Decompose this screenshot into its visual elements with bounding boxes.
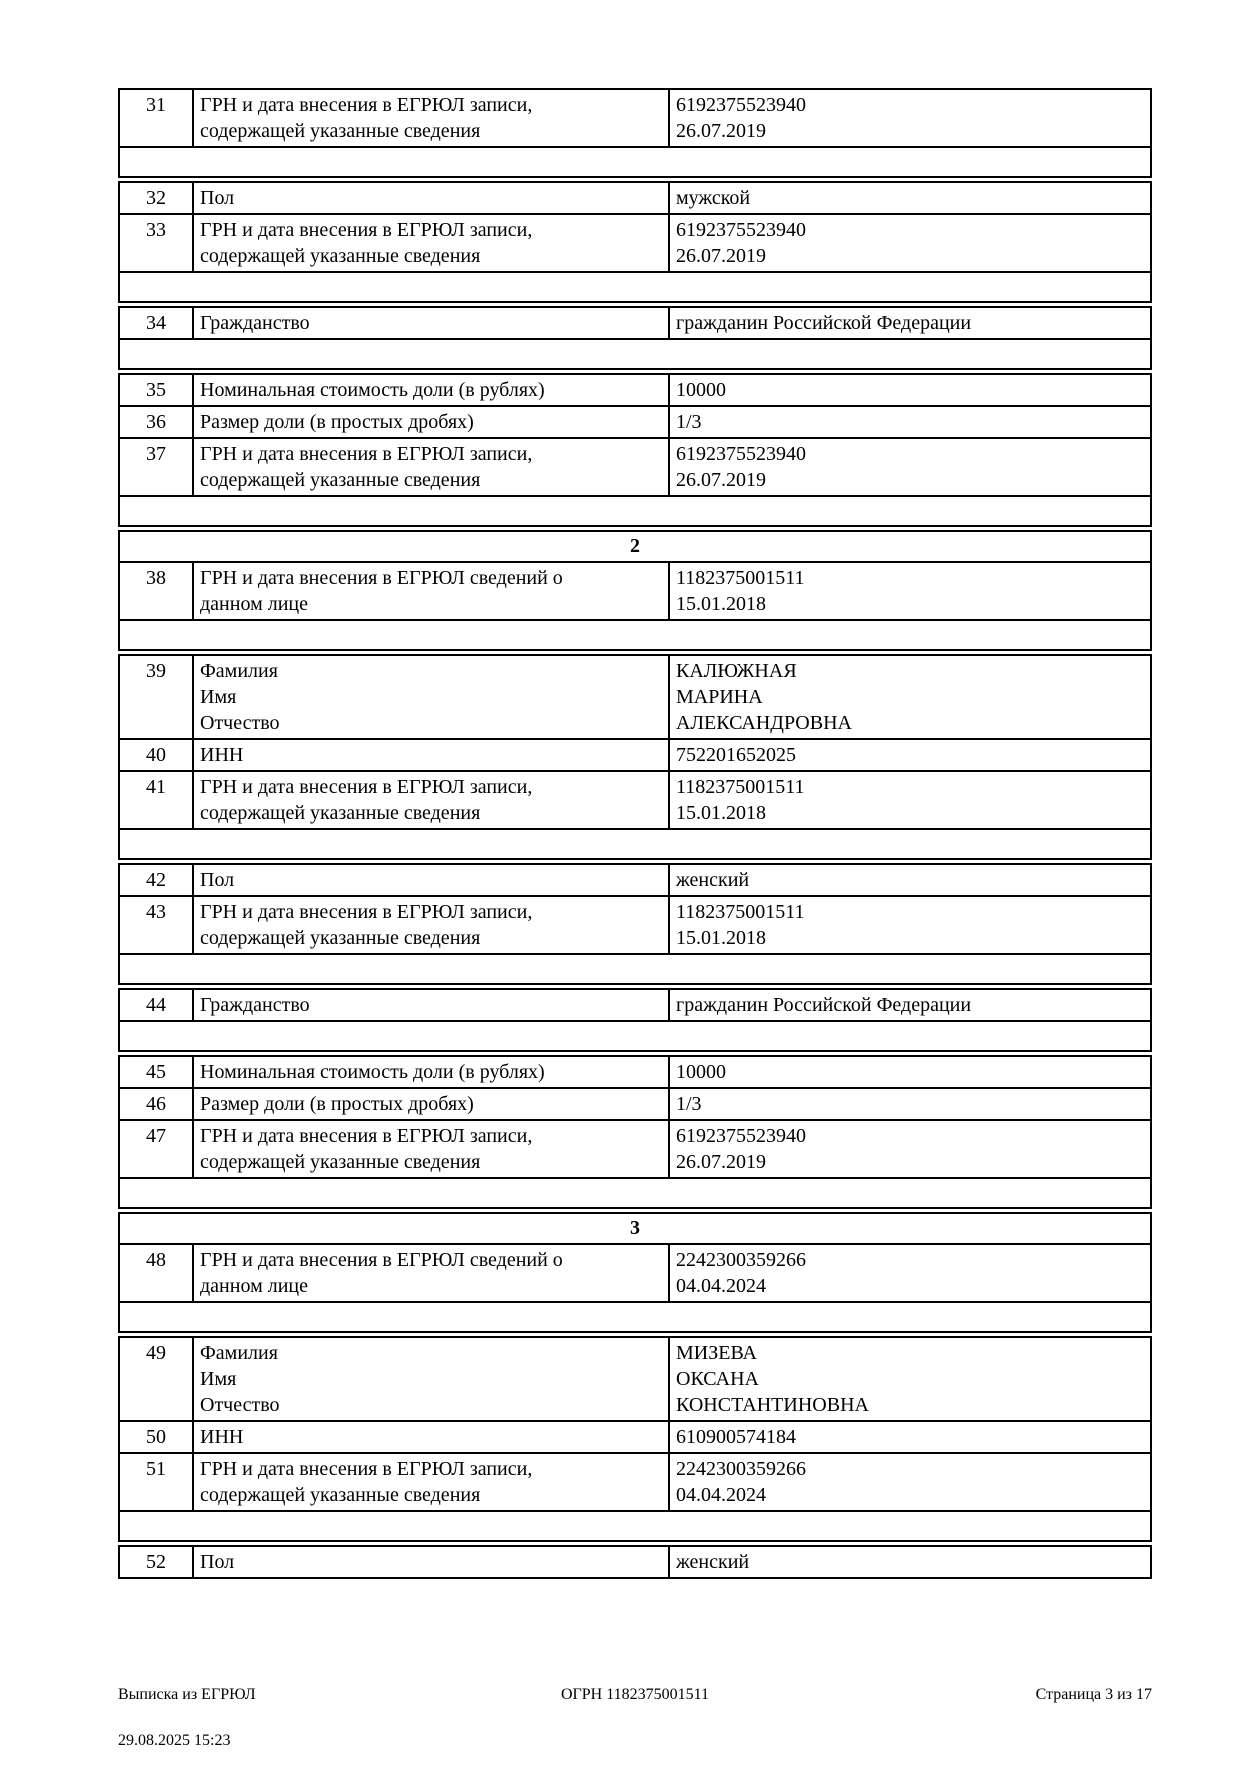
field-label-line: содержащей указанные сведения xyxy=(200,1151,481,1173)
field-label-line: содержащей указанные сведения xyxy=(200,802,481,824)
field-label-line: содержащей указанные сведения xyxy=(200,1484,481,1506)
field-value-cell xyxy=(670,375,1150,405)
field-value-line: 610900574184 xyxy=(676,1426,796,1448)
field-value-line: 6192375523940 xyxy=(676,219,806,241)
row-number-cell: 40 xyxy=(120,740,194,770)
spacer-row xyxy=(118,497,1152,527)
field-label-line: Размер доли (в простых дробях) xyxy=(200,1093,474,1115)
field-value-line: 1/3 xyxy=(676,1093,702,1115)
table-row xyxy=(118,1422,1152,1454)
field-value-line: 6192375523940 xyxy=(676,443,806,465)
field-value-cell xyxy=(670,1121,1150,1177)
field-value-cell xyxy=(670,1089,1150,1119)
table-block xyxy=(118,181,1152,273)
spacer-row xyxy=(118,1022,1152,1052)
field-label-line: Пол xyxy=(200,187,235,209)
field-value-cell xyxy=(670,90,1150,146)
table-row xyxy=(118,439,1152,497)
table-row xyxy=(118,865,1152,897)
field-value-line: 15.01.2018 xyxy=(676,802,766,824)
field-value-line: 15.01.2018 xyxy=(676,927,766,949)
row-number-cell: 37 xyxy=(120,439,194,495)
table-row xyxy=(118,90,1152,148)
field-value-line: 26.07.2019 xyxy=(676,1151,766,1173)
field-value-cell xyxy=(670,772,1150,828)
spacer-row xyxy=(118,830,1152,860)
row-number-cell: 36 xyxy=(120,407,194,437)
field-label-cell xyxy=(194,563,670,619)
field-value-line: 6192375523940 xyxy=(676,94,806,116)
field-value-cell xyxy=(670,407,1150,437)
field-value-line: 26.07.2019 xyxy=(676,120,766,142)
row-number-cell: 34 xyxy=(120,308,194,338)
spacer-row xyxy=(118,340,1152,370)
field-value-cell xyxy=(670,215,1150,271)
footer xyxy=(118,1660,1152,1749)
field-label-cell xyxy=(194,439,670,495)
table-row xyxy=(118,740,1152,772)
footer-ogrn: ОГРН 1182375001511 xyxy=(560,1686,710,1703)
table-block xyxy=(118,1336,1152,1512)
row-number-cell: 33 xyxy=(120,215,194,271)
field-label-line: ГРН и дата внесения в ЕГРЮЛ записи, xyxy=(200,776,533,798)
table-block xyxy=(118,306,1152,340)
table-block xyxy=(118,88,1152,148)
row-number-cell: 51 xyxy=(120,1454,194,1510)
field-value-line: КОНСТАНТИНОВНА xyxy=(676,1394,869,1416)
field-label-line: Гражданство xyxy=(200,994,310,1016)
table-row xyxy=(118,1547,1152,1579)
field-label-line: Фамилия xyxy=(200,1342,278,1364)
field-value-cell xyxy=(670,1057,1150,1087)
field-label-cell xyxy=(194,1338,670,1420)
field-label-line: ИНН xyxy=(200,1426,244,1448)
field-value-cell xyxy=(670,563,1150,619)
field-value-cell xyxy=(670,183,1150,213)
row-number-cell: 48 xyxy=(120,1245,194,1301)
table-row xyxy=(118,1338,1152,1422)
field-label-cell xyxy=(194,183,670,213)
field-label-cell xyxy=(194,1121,670,1177)
row-number-cell: 44 xyxy=(120,990,194,1020)
field-label-cell xyxy=(194,865,670,895)
spacer-row xyxy=(118,955,1152,985)
field-label-cell xyxy=(194,90,670,146)
table-row xyxy=(118,656,1152,740)
field-label-line: Отчество xyxy=(200,712,280,734)
table-row xyxy=(118,990,1152,1022)
field-label-line: Отчество xyxy=(200,1394,280,1416)
field-label-cell xyxy=(194,990,670,1020)
field-label-line: Пол xyxy=(200,1551,235,1573)
field-value-line: мужской xyxy=(676,187,751,209)
field-value-line: 2242300359266 xyxy=(676,1249,806,1271)
field-value-line: 26.07.2019 xyxy=(676,245,766,267)
field-value-line: гражданин Российской Федерации xyxy=(676,994,972,1016)
field-label-line: ГРН и дата внесения в ЕГРЮЛ записи, xyxy=(200,219,533,241)
field-label-line: Имя xyxy=(200,1368,237,1390)
row-number-cell: 31 xyxy=(120,90,194,146)
field-label-line: ГРН и дата внесения в ЕГРЮЛ записи, xyxy=(200,901,533,923)
row-number-cell: 35 xyxy=(120,375,194,405)
table-block xyxy=(118,654,1152,830)
table-row xyxy=(118,407,1152,439)
field-label-line: Гражданство xyxy=(200,312,310,334)
field-label-line: Пол xyxy=(200,869,235,891)
field-value-cell xyxy=(670,1547,1150,1577)
field-value-line: МИЗЕВА xyxy=(676,1342,757,1364)
field-value-line: гражданин Российской Федерации xyxy=(676,312,972,334)
row-number-cell: 52 xyxy=(120,1547,194,1577)
table-block xyxy=(118,530,1152,621)
field-label-cell xyxy=(194,1057,670,1087)
egrul-table xyxy=(118,88,1152,1579)
table-block xyxy=(118,863,1152,955)
field-value-line: АЛЕКСАНДРОВНА xyxy=(676,712,852,734)
field-value-cell xyxy=(670,1422,1150,1452)
footer-page-number: Страница 3 из 17 xyxy=(1035,1686,1152,1703)
section-header: 3 xyxy=(118,1214,1152,1245)
row-number-cell: 47 xyxy=(120,1121,194,1177)
row-number-cell: 38 xyxy=(120,563,194,619)
field-label-line: ГРН и дата внесения в ЕГРЮЛ записи, xyxy=(200,443,533,465)
field-label-cell xyxy=(194,740,670,770)
field-value-line: КАЛЮЖНАЯ xyxy=(676,660,797,682)
table-block xyxy=(118,988,1152,1022)
table-row xyxy=(118,1121,1152,1179)
field-value-line: 04.04.2024 xyxy=(676,1484,766,1506)
field-label-line: Размер доли (в простых дробях) xyxy=(200,411,474,433)
field-value-line: 6192375523940 xyxy=(676,1125,806,1147)
field-value-cell xyxy=(670,308,1150,338)
field-value-cell xyxy=(670,865,1150,895)
field-value-line: ОКСАНА xyxy=(676,1368,759,1390)
field-label-cell xyxy=(194,772,670,828)
field-value-cell xyxy=(670,897,1150,953)
row-number-cell: 50 xyxy=(120,1422,194,1452)
field-label-cell xyxy=(194,407,670,437)
field-value-line: женский xyxy=(676,1551,750,1573)
field-value-line: 26.07.2019 xyxy=(676,469,766,491)
field-label-cell xyxy=(194,1089,670,1119)
field-value-line: 1182375001511 xyxy=(676,776,805,798)
field-label-line: данном лице xyxy=(200,1275,308,1297)
table-row xyxy=(118,1245,1152,1303)
footer-left xyxy=(118,1660,256,1775)
field-label-line: ГРН и дата внесения в ЕГРЮЛ сведений о xyxy=(200,567,563,589)
field-label-cell xyxy=(194,215,670,271)
field-label-cell xyxy=(194,656,670,738)
table-row xyxy=(118,1089,1152,1121)
spacer-row xyxy=(118,1512,1152,1542)
field-value-line: 10000 xyxy=(676,379,726,401)
field-value-line: женский xyxy=(676,869,750,891)
row-number-cell: 49 xyxy=(120,1338,194,1420)
field-value-line: 1182375001511 xyxy=(676,901,805,923)
row-number-cell: 41 xyxy=(120,772,194,828)
field-value-cell xyxy=(670,1245,1150,1301)
table-block xyxy=(118,373,1152,497)
field-value-cell xyxy=(670,656,1150,738)
field-label-line: Имя xyxy=(200,686,237,708)
spacer-row xyxy=(118,621,1152,651)
spacer-row xyxy=(118,1303,1152,1333)
footer-datetime: 29.08.2025 15:23 xyxy=(118,1732,231,1749)
field-value-line: МАРИНА xyxy=(676,686,763,708)
field-label-line: содержащей указанные сведения xyxy=(200,927,481,949)
field-value-line: 752201652025 xyxy=(676,744,796,766)
table-block xyxy=(118,1212,1152,1303)
spacer-row xyxy=(118,148,1152,178)
row-number-cell: 45 xyxy=(120,1057,194,1087)
field-label-line: Номинальная стоимость доли (в рублях) xyxy=(200,1061,545,1083)
field-value-cell xyxy=(670,439,1150,495)
table-row xyxy=(118,308,1152,340)
footer-title: Выписка из ЕГРЮЛ xyxy=(118,1686,256,1703)
field-label-line: содержащей указанные сведения xyxy=(200,469,481,491)
row-number-cell: 46 xyxy=(120,1089,194,1119)
table-row xyxy=(118,183,1152,215)
field-label-cell xyxy=(194,1245,670,1301)
field-label-cell xyxy=(194,897,670,953)
field-value-cell xyxy=(670,740,1150,770)
field-label-cell xyxy=(194,1454,670,1510)
table-row xyxy=(118,772,1152,830)
row-number-cell: 42 xyxy=(120,865,194,895)
field-label-line: ГРН и дата внесения в ЕГРЮЛ записи, xyxy=(200,94,533,116)
field-label-line: ИНН xyxy=(200,744,244,766)
field-value-line: 1/3 xyxy=(676,411,702,433)
row-number-cell: 43 xyxy=(120,897,194,953)
field-label-cell xyxy=(194,375,670,405)
field-value-line: 2242300359266 xyxy=(676,1458,806,1480)
field-value-cell xyxy=(670,1338,1150,1420)
table-row xyxy=(118,1057,1152,1089)
field-label-cell xyxy=(194,1422,670,1452)
table-row xyxy=(118,897,1152,955)
spacer-row xyxy=(118,1179,1152,1209)
field-label-line: Номинальная стоимость доли (в рублях) xyxy=(200,379,545,401)
table-row xyxy=(118,1454,1152,1512)
field-label-line: содержащей указанные сведения xyxy=(200,245,481,267)
field-label-cell xyxy=(194,308,670,338)
table-row xyxy=(118,215,1152,273)
field-label-line: ГРН и дата внесения в ЕГРЮЛ записи, xyxy=(200,1458,533,1480)
field-value-cell xyxy=(670,1454,1150,1510)
row-number-cell: 32 xyxy=(120,183,194,213)
field-label-cell xyxy=(194,1547,670,1577)
field-label-line: данном лице xyxy=(200,593,308,615)
table-block xyxy=(118,1545,1152,1579)
field-value-cell xyxy=(670,990,1150,1020)
field-value-line: 1182375001511 xyxy=(676,567,805,589)
field-value-line: 10000 xyxy=(676,1061,726,1083)
table-row xyxy=(118,563,1152,621)
spacer-row xyxy=(118,273,1152,303)
field-label-line: ГРН и дата внесения в ЕГРЮЛ сведений о xyxy=(200,1249,563,1271)
section-header: 2 xyxy=(118,532,1152,563)
field-value-line: 15.01.2018 xyxy=(676,593,766,615)
table-row xyxy=(118,375,1152,407)
field-label-line: Фамилия xyxy=(200,660,278,682)
field-label-line: ГРН и дата внесения в ЕГРЮЛ записи, xyxy=(200,1125,533,1147)
field-value-line: 04.04.2024 xyxy=(676,1275,766,1297)
field-label-line: содержащей указанные сведения xyxy=(200,120,481,142)
row-number-cell: 39 xyxy=(120,656,194,738)
table-block xyxy=(118,1055,1152,1179)
